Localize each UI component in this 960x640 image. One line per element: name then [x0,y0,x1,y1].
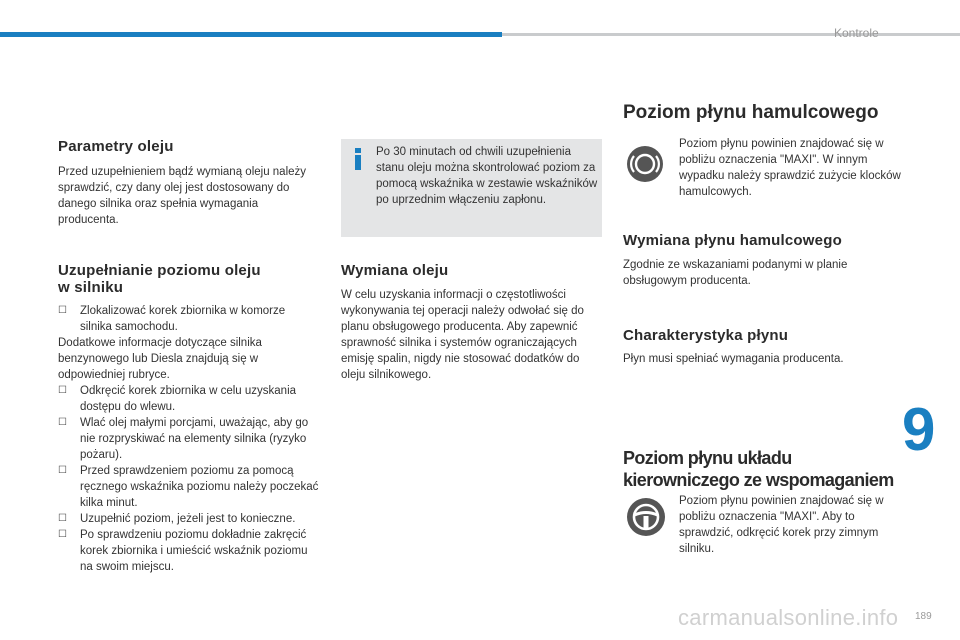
steering-wheel-icon [626,497,666,537]
checkbox-bullet-icon: ☐ [58,529,67,540]
watermark: carmanualsonline.info [678,605,899,630]
info-icon [353,148,363,170]
brake-level-section [623,102,913,124]
brake-level-text: Poziom płynu powinien znajdować się w pobliżu oznaczenia "MAXI". W innym wypadku należy sprawdzić zużycie klocków hamulcowych. [679,138,901,198]
list-item [58,415,320,463]
oil-change-title: Wymiana oleju [341,262,449,279]
brake-spec-title: Charakterystyka płynu [623,327,789,344]
list-item [58,527,320,575]
step-text: Odkręcić korek zbiornika w celu uzyskania dostępu do wlewu. [80,385,297,413]
step-text: Zlokalizować korek zbiornika w komorze silnika samochodu. [80,305,286,333]
step-text: Przed sprawdzeniem poziomu za pomocą ręcznego wskaźnika poziomu należy poczekać kilka minut. [80,465,319,509]
oil-params-section [58,138,320,228]
checkbox-bullet-icon: ☐ [58,417,67,428]
info-box [341,139,602,237]
list-item [58,511,320,527]
header-accent-bar [0,32,502,37]
oil-params-title: Parametry oleju [58,138,174,155]
steering-section [623,447,913,491]
chapter-number: 9 [902,396,936,463]
oil-change-text: W celu uzyskania informacji o częstotliwości wykonywania tej operacji należy odwołać się do planu obsługowego producenta. Aby zapewnić sprawność silnika i systemów ograniczających emisję spalin, nigdy nie stosować dodatków do oleju silnikowego. [341,289,584,381]
list-item [58,303,320,335]
oil-topup-section [58,262,320,575]
step-text: Wlać olej małymi porcjami, uważając, aby go nie rozpryskiwać na elementy silnika (ryzyko pożaru). [80,417,309,461]
list-item [58,383,320,415]
info-box-text: Po 30 minutach od chwili uzupełnienia stanu oleju można skontrolować poziom za pomocą wskaźnika w zestawie wskaźników po uprzednim włączeniu zapłonu. [376,146,598,206]
checkbox-bullet-icon: ☐ [58,385,67,396]
brake-change-section [623,232,913,289]
checkbox-bullet-icon: ☐ [58,513,67,524]
section-title: Kontrole [834,26,879,40]
oil-params-text: Przed uzupełnieniem bądź wymianą oleju należy sprawdzić, czy dany olej jest dostosowany do danego silnika oraz spełnia wymagania producenta. [58,166,307,226]
steering-title-line2: kierowniczego ze wspomaganiem [623,470,894,490]
page-number: 189 [915,611,932,622]
oil-change-section [341,262,603,383]
step-text: Uzupełnić poziom, jeżeli jest to konieczne. [80,513,296,525]
checkbox-bullet-icon: ☐ [58,305,67,316]
step-text: Po sprawdzeniu poziomu dokładnie zakręcić korek zbiornika i umieścić wskaźnik poziomu na swoim miejscu. [80,529,308,573]
brake-level-title: Poziom płynu hamulcowego [623,102,879,123]
oil-topup-title-line1: Uzupełnianie poziomu oleju [58,262,261,279]
brake-spec-text: Płyn musi spełniać wymagania producenta. [623,353,844,365]
brake-change-title: Wymiana płynu hamulcowego [623,232,842,249]
list-item [58,463,320,511]
steering-text: Poziom płynu powinien znajdować się w pobliżu oznaczenia "MAXI". Aby to sprawdzić, odkręcić korek przy zimnym silniku. [679,495,884,555]
brake-spec-section [623,327,913,367]
steering-title-line1: Poziom płynu układu [623,448,792,468]
brake-warning-icon [626,145,664,183]
header-divider [502,33,960,36]
oil-topup-title-line2: w silniku [58,279,124,296]
brake-change-text: Zgodnie ze wskazaniami podanymi w planie obsługowym producenta. [623,259,848,287]
checkbox-bullet-icon: ☐ [58,465,67,476]
engine-info-text: Dodatkowe informacje dotyczące silnika benzynowego lub Diesla znajdują się w odpowiedniej rubryce. [58,337,262,381]
